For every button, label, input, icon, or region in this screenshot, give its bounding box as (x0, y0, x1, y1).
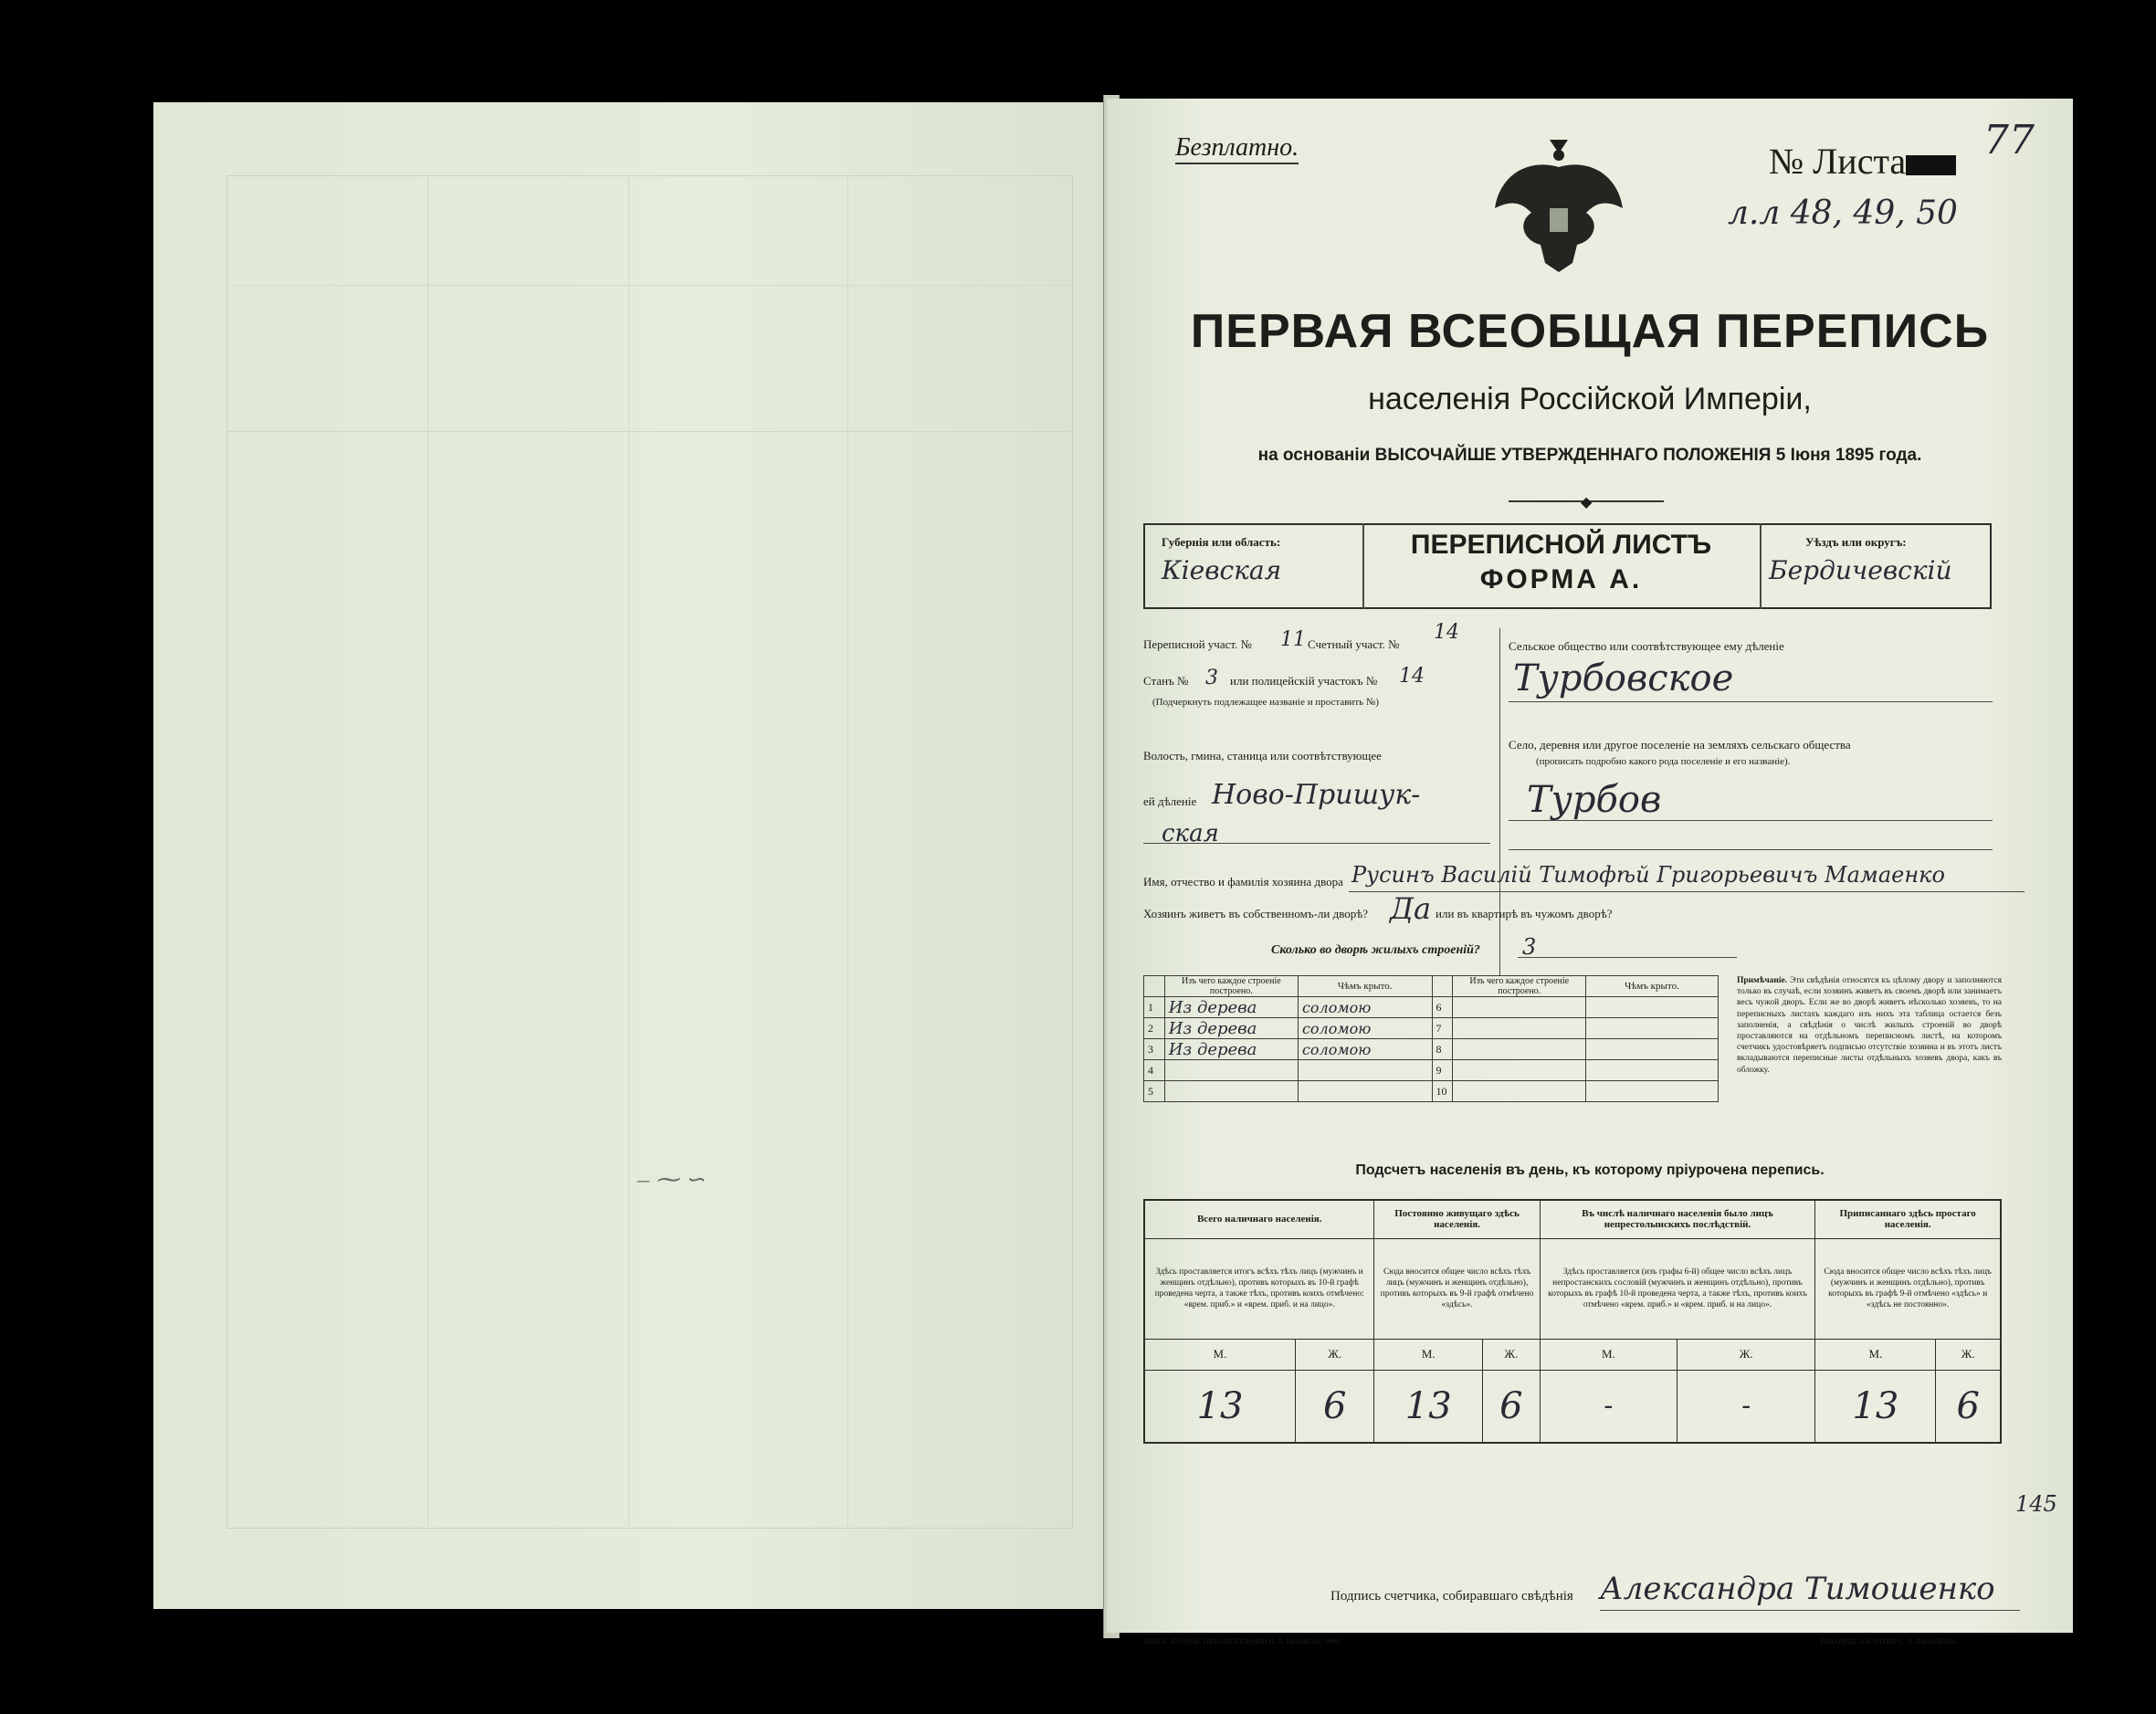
police-label: или полицейскій участокъ № (1230, 674, 1378, 688)
faint-rule (226, 285, 1071, 286)
footer-printer-left: ТИПОГ. ВТОРОЙ ТИПОЛИТОГРАФІИ Н. Л. НЬЮМАН, 1896 (1143, 1637, 1339, 1646)
sheet-number-label: № Листа (1769, 141, 1907, 182)
buildings-head-roof: Чѣмъ крыто. (1298, 976, 1432, 997)
own-house-label: Хозяинъ живетъ въ собственномъ-ли дворѣ? (1143, 907, 1369, 920)
left-page-blank (153, 102, 1108, 1609)
form-main-title: ПЕРВАЯ ВСЕОБЩАЯ ПЕРЕПИСЬ (1190, 305, 1990, 358)
faint-rule (628, 175, 629, 1527)
imperial-eagle-icon (1490, 135, 1627, 281)
buildings-label: Сколько во дворѣ жилыхъ строеній? (1271, 943, 1480, 957)
form-name: ФОРМА А. (1479, 564, 1643, 594)
form-subtitle: населенія Россійской Имперіи, (1368, 382, 1812, 416)
field-rule (1349, 891, 2025, 892)
faint-grid-header (226, 175, 1071, 432)
buildings-head-roof-2: Чѣмъ крыто. (1586, 976, 1719, 997)
divider (1760, 523, 1762, 609)
perepis-uchast-label: Переписной участ. № (1143, 637, 1252, 651)
form-basis: на основаніи ВЫСОЧАЙШЕ УТВЕРЖДЕННАГО ПОЛОЖЕНІЯ 5 Іюня 1895 года. (1257, 446, 1922, 465)
note-block (1737, 975, 2002, 1076)
table-row: 4 9 (1144, 1060, 1719, 1081)
margin-note: 145 (2015, 1491, 2057, 1517)
volost-value: Ново-Пришук- (1212, 779, 1421, 811)
gubernia-label: Губернія или область: (1162, 535, 1281, 549)
free-label: Безплатно. (1175, 133, 1299, 164)
uezd-value: Бердичевскій (1769, 555, 1952, 585)
own-house-value: Да (1390, 891, 1432, 926)
population-count-table: Всего наличнаго населенія. Постоянно живущаго здѣсь населенія. Въ числѣ наличнаго населенія было лицъ непрестолынскихъ послѣдствій. Приписаннаго здѣсь простаго населенія. Здѣсь проставляется итогъ всѣхъ тѣхъ лицъ (мужчинъ и женщинъ отдѣльно), противъ которыхъ въ 10-й графѣ проведена черта, а также тѣхъ, противъ коихъ отмѣчено: «врем. приб.» и «врем. приб. и на лицо». Сюда вносится общее число всѣхъ тѣхъ лицъ (мужчинъ и женщинъ отдѣльно), противъ которыхъ въ 9-й графѣ отмѣчено «здѣсь». Здѣсь проставляется (изъ графы 6-й) общее число всѣхъ лицъ непростанскихъ сословій (мужчинъ и женщинъ отдѣльно), противъ которыхъ въ графѣ 10-й проведена черта, а также тѣхъ, противъ коихъ отмѣчено «врем. приб.» и «врем. приб. и на лицо». Сюда вносится общее число всѣхъ тѣхъ лицъ (мужчинъ и женщинъ отдѣльно), противъ которыхъ въ графѣ 9-й отмѣчено «здѣсь» и «здѣсь не постоянно». М. Ж. М. Ж. М. Ж. М. Ж. 13 6 13 6 - - 13 6 (1143, 1199, 2002, 1444)
faint-rule (847, 175, 848, 1527)
sheet-number-hand: 77 (1983, 117, 2035, 163)
count-values-row: 13 6 13 6 - - 13 6 (1144, 1370, 2001, 1443)
note-title: Примѣчаніе. (1737, 976, 1788, 985)
divider (1499, 628, 1500, 975)
signature-label: Подпись счетчика, собиравшаго свѣдѣнія (1330, 1589, 1573, 1604)
schetny-uchast-value: 14 (1434, 621, 1459, 644)
field-rule (1518, 957, 1737, 958)
table-row: 1 Из дерева соломою 6 (1144, 997, 1719, 1018)
count-title: Подсчетъ населенія въ день, къ которому пріурочена перепись. (1355, 1162, 1825, 1178)
field-rule (1509, 820, 1993, 821)
obshchestvo-value: Турбовское (1513, 657, 1734, 699)
owner-label: Имя, отчество и фамилія хозяина двора (1143, 875, 1343, 889)
field-rule (1509, 849, 1993, 850)
volost-value-2: ская (1162, 820, 1219, 847)
perepis-uchast-value: 11 (1280, 628, 1306, 651)
census-form-page (1107, 99, 2073, 1646)
buildings-table (1143, 975, 1719, 1102)
signature-value: Александра Тимошенко (1600, 1571, 1995, 1607)
faint-rule (427, 175, 428, 1527)
redaction-bar (1906, 155, 1956, 175)
schetny-uchast-label: Счетный участ. № (1308, 637, 1400, 651)
field-rule (1509, 701, 1993, 702)
gubernia-value: Кіевская (1162, 555, 1282, 585)
buildings-head-material-2: Изъ чего каждое строеніе построено. (1453, 976, 1586, 997)
table-row: 5 10 (1144, 1081, 1719, 1102)
rented-label: или въ квартирѣ въ чужомъ дворѣ? (1436, 907, 1613, 920)
pencil-mark: – ⁓ ∽ (637, 1166, 705, 1193)
uezd-label: Уѣздъ или округъ: (1805, 535, 1907, 549)
archive-ref: л.л 48, 49, 50 (1728, 195, 1958, 232)
buildings-head-material: Изъ чего каждое строеніе построено. (1164, 976, 1298, 997)
buildings-value: 3 (1522, 934, 1537, 960)
ornament-icon: ◆ (1581, 495, 1593, 510)
signature-rule (1600, 1610, 2020, 1611)
selo-value: Турбов (1527, 779, 1662, 821)
table-row: 3 Из дерева соломою 8 (1144, 1039, 1719, 1060)
stan-value: 3 (1205, 667, 1218, 689)
volost-label: Волость, гмина, станица или соотвѣтствующее (1143, 749, 1382, 762)
selo-label: Село, деревня или другое поселеніе на земляхъ сельскаго общества (1509, 738, 1851, 752)
field-rule (1143, 843, 1490, 844)
owner-value: Русинъ Василій Тимофѣй Григорьевичъ Мамаенко (1351, 862, 1945, 888)
selo-note: (прописать подробно какого рода поселеніе и его названіе). (1536, 756, 1791, 767)
note-text: Эти свѣдѣнія относятся къ цѣлому двору и заполняются только въ случаѣ, если хозяинъ живетъ въ своемъ дворѣ или занимаетъ весь чужой дворъ. Если же во дворѣ живетъ нѣсколько хозяевъ, то на переписныхъ листахъ каждаго изъ нихъ эта таблица остается безъ заполненія, а свѣдѣнія о числѣ жилыхъ строеній во дворѣ проставляются на отдѣльномъ переписномъ листѣ, на которомъ счетчикъ удостовѣряетъ подписью отсутствіе хозяина и въ этотъ листъ вкладываются переписные листы отдѣльныхъ хозяевъ двора, какъ въ обложку. (1737, 976, 2002, 1075)
stan-note: (Подчеркнуть подлежащее названіе и проставить №) (1152, 697, 1380, 708)
table-row: 2 Из дерева соломою 7 (1144, 1018, 1719, 1039)
stan-label: Станъ № (1143, 674, 1189, 688)
footer-printer-right: ТОВАРИЩ. «ПЕЧАТНЯ С. П. ЯКОВЛЕВА» (1819, 1637, 1958, 1646)
police-value: 14 (1399, 665, 1425, 688)
volost-label-2: ей дѣленіе (1143, 794, 1197, 808)
form-title: ПЕРЕПИСНОЙ ЛИСТЪ (1410, 530, 1712, 560)
obshchestvo-label: Сельское общество или соотвѣтствующее ему дѣленіе (1509, 639, 1784, 653)
